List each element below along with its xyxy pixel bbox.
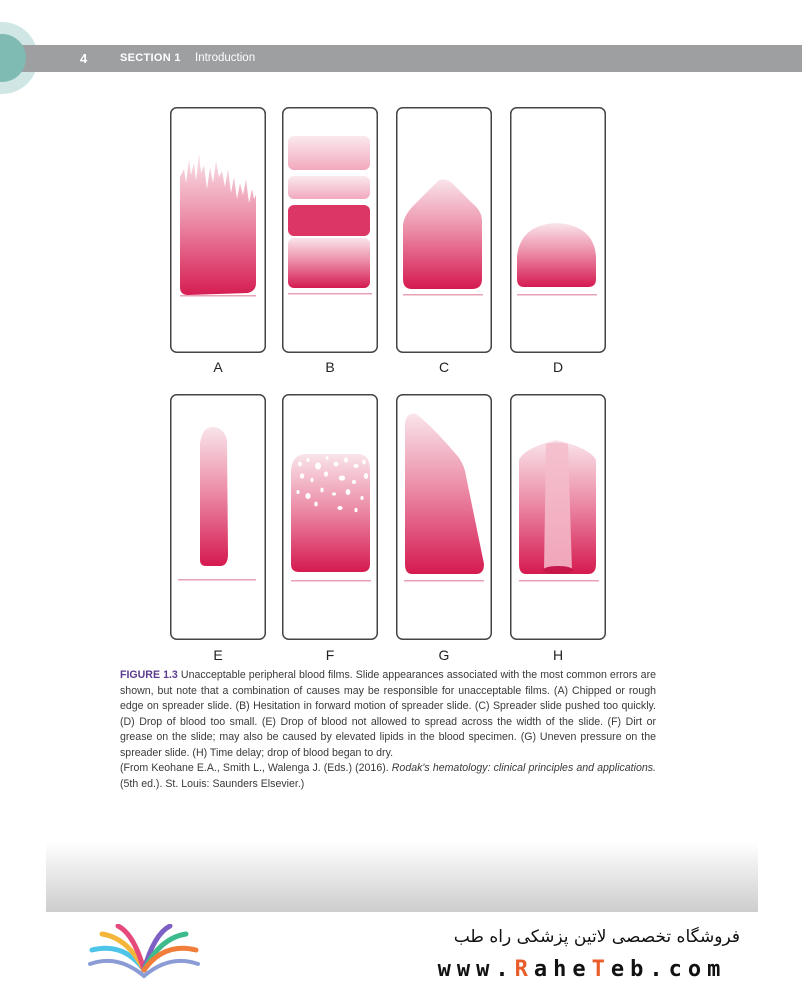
figure-caption: [120, 668, 656, 792]
slide-label-h: H: [552, 647, 564, 663]
slide-d: [510, 107, 606, 353]
slide-label-b: B: [325, 359, 335, 375]
caption-text: Unacceptable peripheral blood films. Slide appearances associated with the most common errors are shown, but note that a combination of causes may be responsible for unacceptable films. (A) Chipped or rough edge on spreader slide. (B) Hesitation in forward motion of spreader slide. (C) Spreader slide pushed too quickly. (D) Drop of blood too small. (E) Drop of blood not allowed to spread across the width of the slide. (F) Dirt or grease on the slide; may also be caused by elevated lipids in the blood specimen. (G) Uneven pressure on the spreader slide. (H) Time delay; drop of blood began to dry.: [120, 669, 656, 759]
slide-e: [170, 394, 266, 640]
slide-label-c: C: [438, 359, 450, 375]
section-title: Introduction: [195, 52, 256, 64]
url-r: R: [514, 957, 534, 982]
citation-title: Rodak's hematology: clinical principles and applications.: [391, 762, 656, 774]
url-mid1: ahe: [533, 957, 592, 982]
store-url: [422, 957, 742, 982]
slide-h: [510, 394, 606, 640]
citation: [120, 761, 656, 792]
figure-number: FIGURE 1.3: [120, 669, 178, 681]
citation-prefix: (From Keohane E.A., Smith L., Walenga J. (Eds.) (2016).: [120, 762, 392, 774]
slide-a: [170, 107, 266, 353]
slide-label-d: D: [552, 359, 564, 375]
page-bottom-shadow: [46, 842, 758, 912]
slide-c: [396, 107, 492, 353]
url-t: T: [591, 957, 611, 982]
slide-label-a: A: [213, 359, 223, 375]
section-label: SECTION 1: [120, 52, 181, 64]
slide-label-g: G: [438, 647, 450, 663]
slide-label-e: E: [213, 647, 223, 663]
url-prefix: www.: [437, 957, 515, 982]
open-book-logo-icon: [84, 924, 204, 980]
slide-label-f: F: [325, 647, 335, 663]
page-number: 4: [80, 51, 88, 66]
slide-g: [396, 394, 492, 640]
citation-suffix: (5th ed.). St. Louis: Saunders Elsevier.): [120, 777, 305, 790]
slide-b: [282, 107, 378, 353]
url-mid2: eb.com: [610, 957, 727, 982]
store-name: فروشگاه تخصصی لاتین پزشکی راه طب: [453, 927, 740, 947]
slide-f: [282, 394, 378, 640]
